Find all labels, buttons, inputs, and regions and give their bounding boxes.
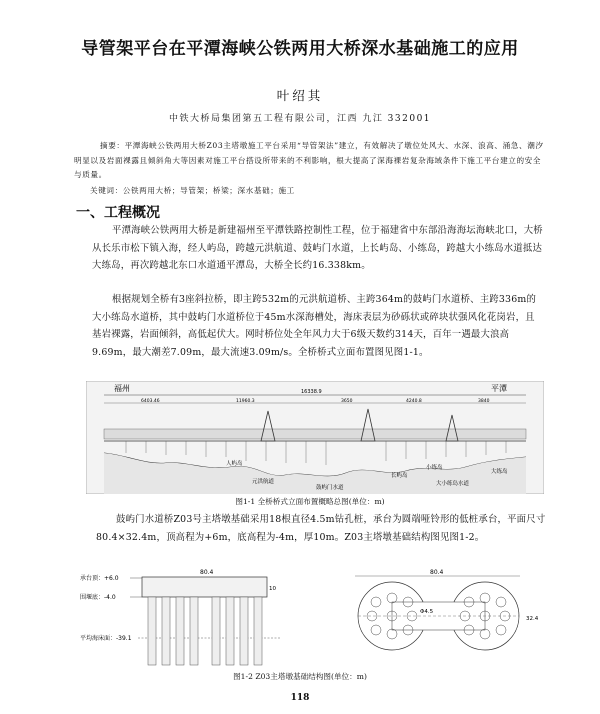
page-number: 118	[290, 693, 310, 703]
fig2-cap-top-label: 承台顶：+6.0	[80, 575, 119, 582]
figure-1-1	[86, 381, 544, 494]
fig2-plan-height-label: 32.4	[526, 616, 539, 622]
paragraph-2: 根据规划全桥有3座斜拉桥，即主跨532m的元洪航道桥、主跨364m的鼓屿门水道桥、主跨336m的大小练岛水道桥，其中鼓屿门水道桥位于45m水深海槽处，海床表层为砂砾状或碎块状强风化花岗岩，且基岩裸露，岩面倾斜，高低起伏大。网时桥位处全年风力大于6级天数约314天，百年一遇最大浪高9.69m，最大潮差7.09m，最大流速3.09m/s。全桥桥式立面布置图见图1-1。	[92, 294, 537, 358]
paragraph-1: 平潭海峡公铁两用大桥是新建福州至平潭铁路控制性工程，位于福建省中东部沿海海坛海峡北口，大桥从长乐市松下镇入海，经人屿岛，跨越元洪航道、鼓屿门水道，上长屿岛、小练岛，跨越大小练岛水道抵达大练岛，再次跨越北东口水道通平潭岛，大桥全长约16.338km。	[92, 225, 543, 272]
fig2-cap-bottom-label: 围堰底：-4.0	[80, 594, 116, 601]
fig1-island-7: 大练岛	[491, 469, 508, 475]
figure-1-caption: 图1-1 全桥桥式立面布置概略总图(单位：m)	[235, 497, 385, 506]
fig1-seg-1: 6403.46	[141, 399, 160, 404]
fig1-island-4: 长屿岛	[391, 473, 408, 479]
fig1-island-3: 鼓屿门水道	[316, 485, 344, 491]
fig2-height-label: 10	[269, 586, 276, 592]
keywords: 关键词：公铁两用大桥；导管架；桥梁；深水基础；施工	[90, 186, 295, 195]
fig1-seg-3: 3650	[341, 399, 353, 404]
section-heading: 一、工程概况	[76, 205, 160, 221]
fig1-island-6: 大小练岛水道	[436, 481, 470, 487]
figure-2-caption: 图1-2 Z03主塔墩基础结构图(单位：m)	[233, 672, 367, 681]
fig2-plan-width-label: 80.4	[430, 569, 444, 576]
figure-1-2	[80, 568, 540, 668]
fig1-island-1: 人屿岛	[226, 461, 243, 467]
fig1-left-label: 福州	[114, 384, 130, 393]
author: 叶绍其	[276, 88, 324, 103]
fig1-seg-2: 11960.3	[236, 399, 255, 404]
fig1-total-length: 16338.9	[301, 389, 322, 395]
fig1-island-2: 元洪航道	[252, 479, 275, 485]
paper-title: 导管架平台在平潭海峡公铁两用大桥深水基础施工的应用	[81, 39, 519, 59]
fig2-pile-dia-label: Φ4.5	[420, 609, 434, 615]
paragraph-3: 鼓屿门水道桥Z03号主塔墩基础采用18根直径4.5m钻孔桩，承台为圆端哑铃形的低桩承台，平面尺寸80.4×32.4m，顶高程为+6m，底高程为-4m，厚10m。Z03主塔墩基础结构图见图1-2。	[96, 514, 546, 543]
affiliation: 中铁大桥局集团第五工程有限公司，江西 九江 332001	[168, 114, 432, 124]
fig1-right-label: 平潭	[491, 384, 507, 393]
fig1-island-5: 小练岛	[426, 465, 443, 471]
fig1-seg-5: 3840	[478, 399, 490, 404]
fig2-width-label: 80.4	[200, 569, 214, 576]
abstract: 摘要：平潭海峡公铁两用大桥Z03主塔墩施工平台采用“导管架法”建立，有效解决了墩位处风大、水深、浪高、涌急、潮汐明显以及岩面裸露且倾斜角大等因素对施工平台搭设所带来的不利影响，根大提高了深海裸岩复杂海域条件下施工平台建立的安全与质量。	[74, 141, 544, 179]
fig2-seabed-label: 平均海床面：-39.1	[80, 635, 132, 642]
fig1-seg-4: 4240.8	[406, 399, 422, 404]
